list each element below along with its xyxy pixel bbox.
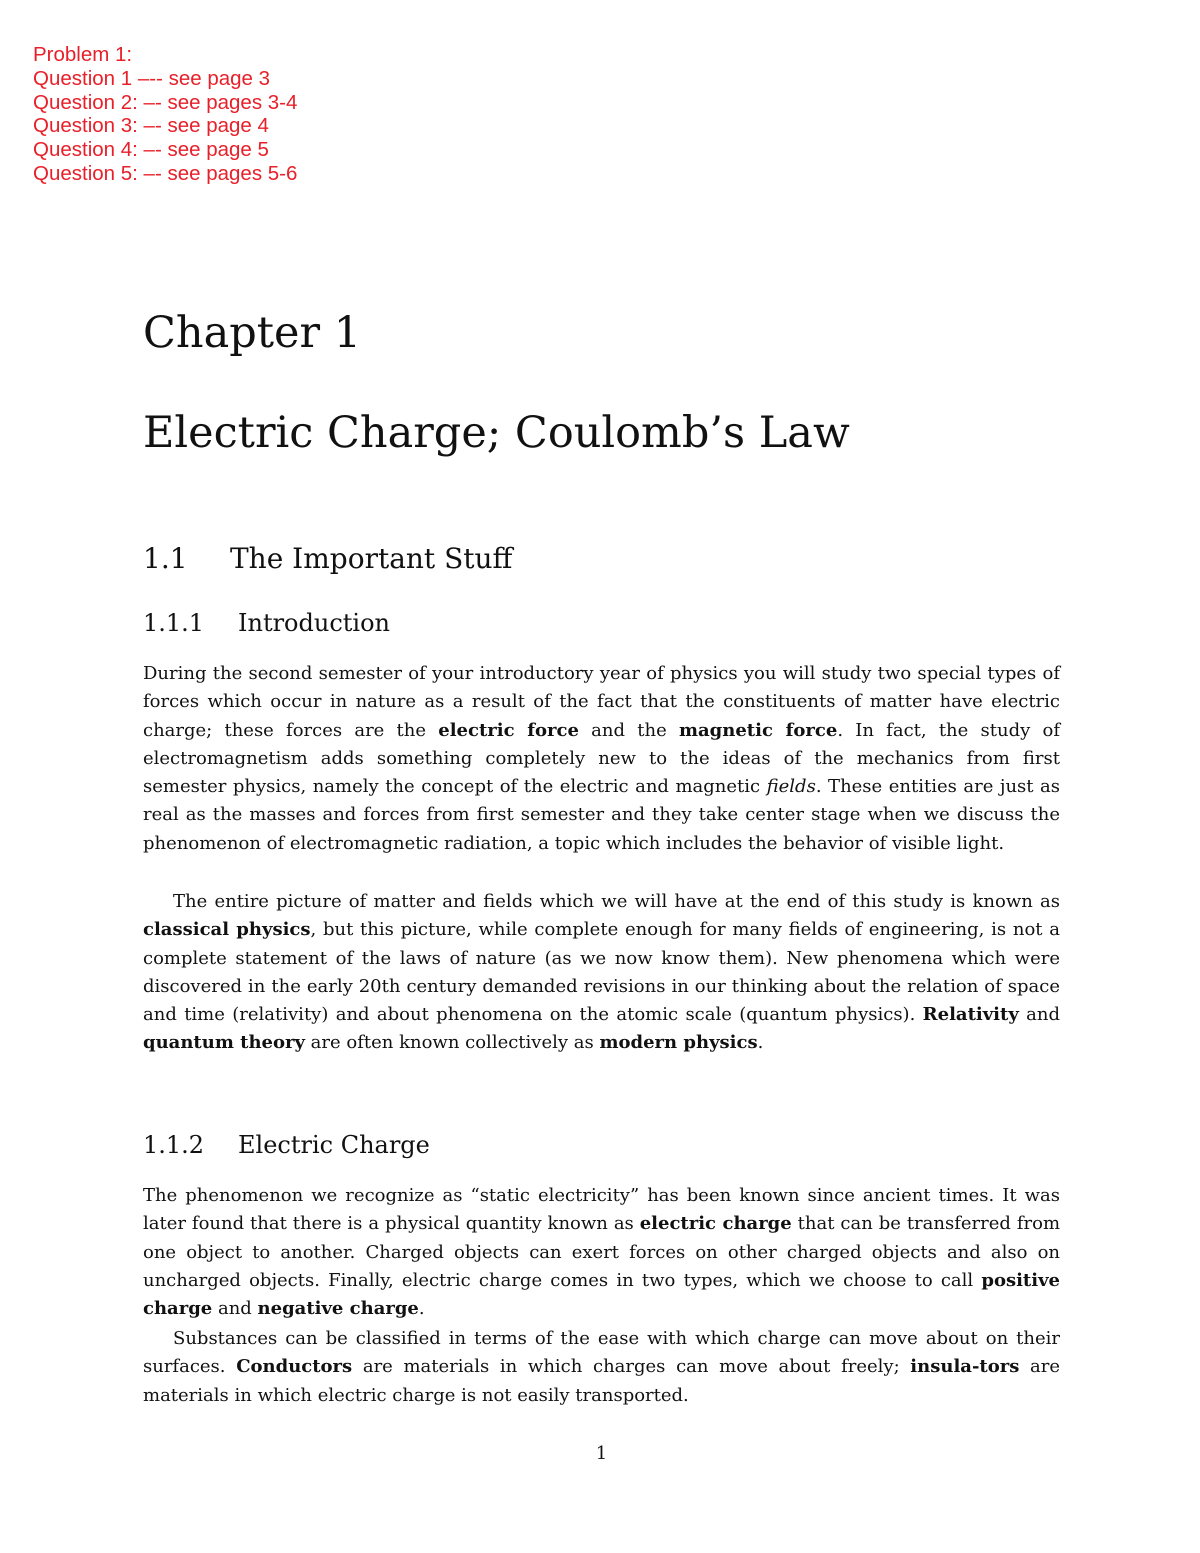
chapter-number: Chapter 1 — [143, 308, 362, 358]
term-positive-charge: positive charge — [143, 1269, 1060, 1320]
term-modern-physics: modern physics — [599, 1032, 758, 1054]
subsection-number: 1.1.1 — [143, 609, 205, 637]
term-magnetic-force: magnetic force — [678, 719, 838, 741]
paragraph-electric-charge: The phenomenon we recognize as “static electricity” has been known since ancient times. It was later found that there is a physical quantity known as electric charge that can be transferred from one object to another. Charged objects can exert forces on other charged objects and also on uncharged objects. Finally, electric charge comes in two types, which we choose to call positive charge and negative charge. — [143, 1185, 1061, 1320]
section-title: The Important Stuff — [230, 542, 513, 575]
annotation-line: Question 4: –- see page 5 — [33, 138, 269, 162]
term-quantum-theory: quantum theory — [143, 1032, 305, 1054]
term-electric-charge: electric charge — [639, 1213, 792, 1235]
annotation-line: Question 3: –- see page 4 — [33, 114, 269, 138]
term-classical-physics: classical physics — [143, 919, 311, 941]
term-negative-charge: negative charge — [257, 1298, 419, 1320]
paragraph-classical-physics: The entire picture of matter and fields which we will have at the end of this study is known as classical physics, but this picture, while complete enough for many fields of engineering, is not a complete statement of the laws of nature (as we now know them). New phenomena which were discovered in the early 20th century demanded revisions in our thinking about the relation of space and time (relativity) and about phenomena on the atomic scale (quantum physics). Relativity and quantum theory are often known collectively as modern physics. — [143, 891, 1060, 1054]
annotation-line: Question 5: –- see pages 5-6 — [33, 161, 298, 185]
subsection-title: Electric Charge — [238, 1131, 430, 1159]
term-conductors: Conductors — [236, 1356, 353, 1378]
term-insulators: insula-tors — [910, 1356, 1020, 1378]
subsection-heading-electric-charge — [143, 1131, 430, 1159]
term-relativity: Relativity — [922, 1004, 1019, 1026]
subsection-number: 1.1.2 — [143, 1131, 205, 1159]
term-fields: fields — [766, 776, 816, 798]
annotation-line: Problem 1: — [33, 43, 133, 66]
subsection-heading-introduction — [143, 609, 390, 637]
section-number: 1.1 — [143, 542, 188, 575]
section-heading — [143, 542, 512, 575]
chapter-title: Electric Charge; Coulomb’s Law — [143, 408, 850, 458]
subsection-title: Introduction — [238, 609, 390, 637]
paragraph-conductors: Substances can be classified in terms of the ease with which charge can move about on their surfaces. Conductors are materials in which charges can move about freely; insula-tors are materials in which electric charge is not easily transported. — [143, 1328, 1061, 1406]
page-number: 1 — [595, 1443, 608, 1464]
term-electric-force: electric force — [438, 719, 579, 741]
annotation-line: Question 1 –-- see page 3 — [33, 66, 271, 90]
problem-annotations — [33, 43, 297, 186]
paragraph-introduction: During the second semester of your introductory year of physics you will study two special types of forces which occur in nature as a result of the fact that the constituents of matter have electric charge; these forces are the electric force and the magnetic force. In fact, the study of electromagnetism adds something completely new to the ideas of the mechanics from first semester physics, namely the concept of the electric and magnetic fields. These entities are just as real as the masses and forces from first semester and they take center stage when we discuss the phenomenon of electromagnetic radiation, a topic which includes the behavior of visible light. — [143, 663, 1061, 854]
annotation-line: Question 2: –- see pages 3-4 — [33, 90, 298, 114]
